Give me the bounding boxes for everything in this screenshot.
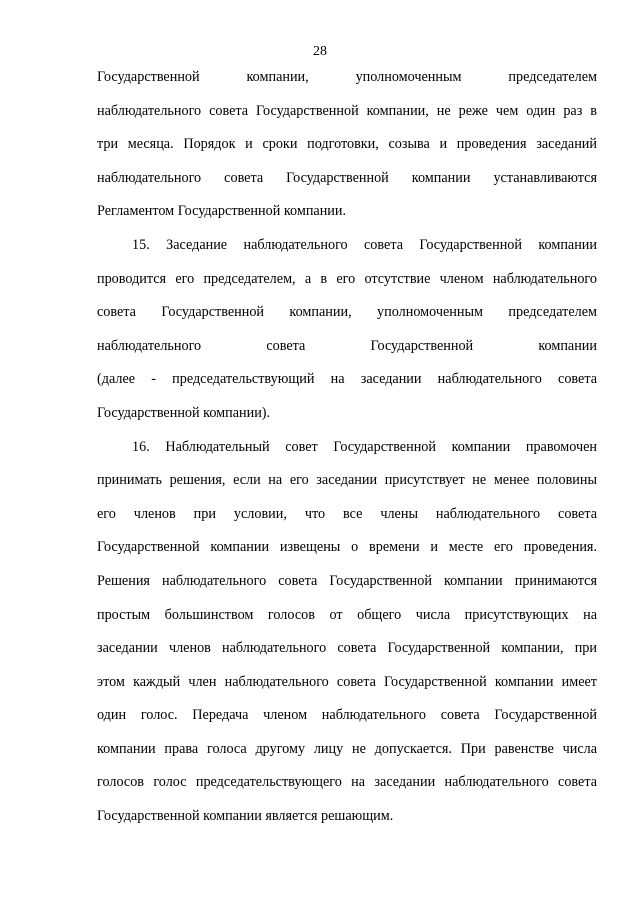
text-line: принимать решения, если на его заседании присутствует не менее половины: [97, 472, 597, 489]
text-line: Государственной компании, уполномоченным председателем: [97, 69, 597, 85]
text-line: Государственной компании является решающим.: [97, 808, 394, 825]
paragraph-first-line: 15. Заседание наблюдательного совета Государственной компании: [132, 236, 597, 253]
text-line: наблюдательного совета Государственной компании: [97, 337, 597, 354]
text-line: компании права голоса другому лицу не допускается. При равенстве числа: [97, 740, 597, 757]
text-line: заседании членов наблюдательного совета Государственной компании, при: [97, 640, 597, 657]
document-body: [97, 67, 597, 840]
text-line: его членов при условии, что все члены наблюдательного совета: [97, 505, 597, 522]
text-line: этом каждый член наблюдательного совета Государственной компании имеет: [97, 673, 597, 690]
text-line: совета Государственной компании, уполномоченным председателем: [97, 304, 597, 321]
text-line: проводится его председателем, а в его отсутствие членом наблюдательного: [97, 270, 597, 287]
text-line: наблюдательного совета Государственной компании, не реже чем один раз в: [97, 102, 597, 119]
text-line: Регламентом Государственной компании.: [97, 203, 347, 220]
text-line: Решения наблюдательного совета Государственной компании принимаются: [97, 572, 597, 589]
text-line: голосов голос председательствующего на заседании наблюдательного совета: [97, 774, 597, 791]
text-line: Государственной компании извещены о времени и месте его проведения.: [97, 539, 597, 556]
paragraph-first-line: 16. Наблюдательный совет Государственной компании правомочен: [132, 438, 597, 455]
text-line: простым большинством голосов от общего числа присутствующих на: [97, 606, 597, 623]
text-line: (далее - председательствующий на заседании наблюдательного совета: [97, 371, 597, 388]
text-line: один голос. Передача членом наблюдательного совета Государственной: [97, 707, 597, 724]
page-number: 28: [313, 44, 327, 59]
text-line: наблюдательного совета Государственной компании устанавливаются: [97, 169, 597, 186]
text-line: Государственной компании).: [97, 404, 271, 421]
text-line: три месяца. Порядок и сроки подготовки, созыва и проведения заседаний: [97, 136, 597, 153]
